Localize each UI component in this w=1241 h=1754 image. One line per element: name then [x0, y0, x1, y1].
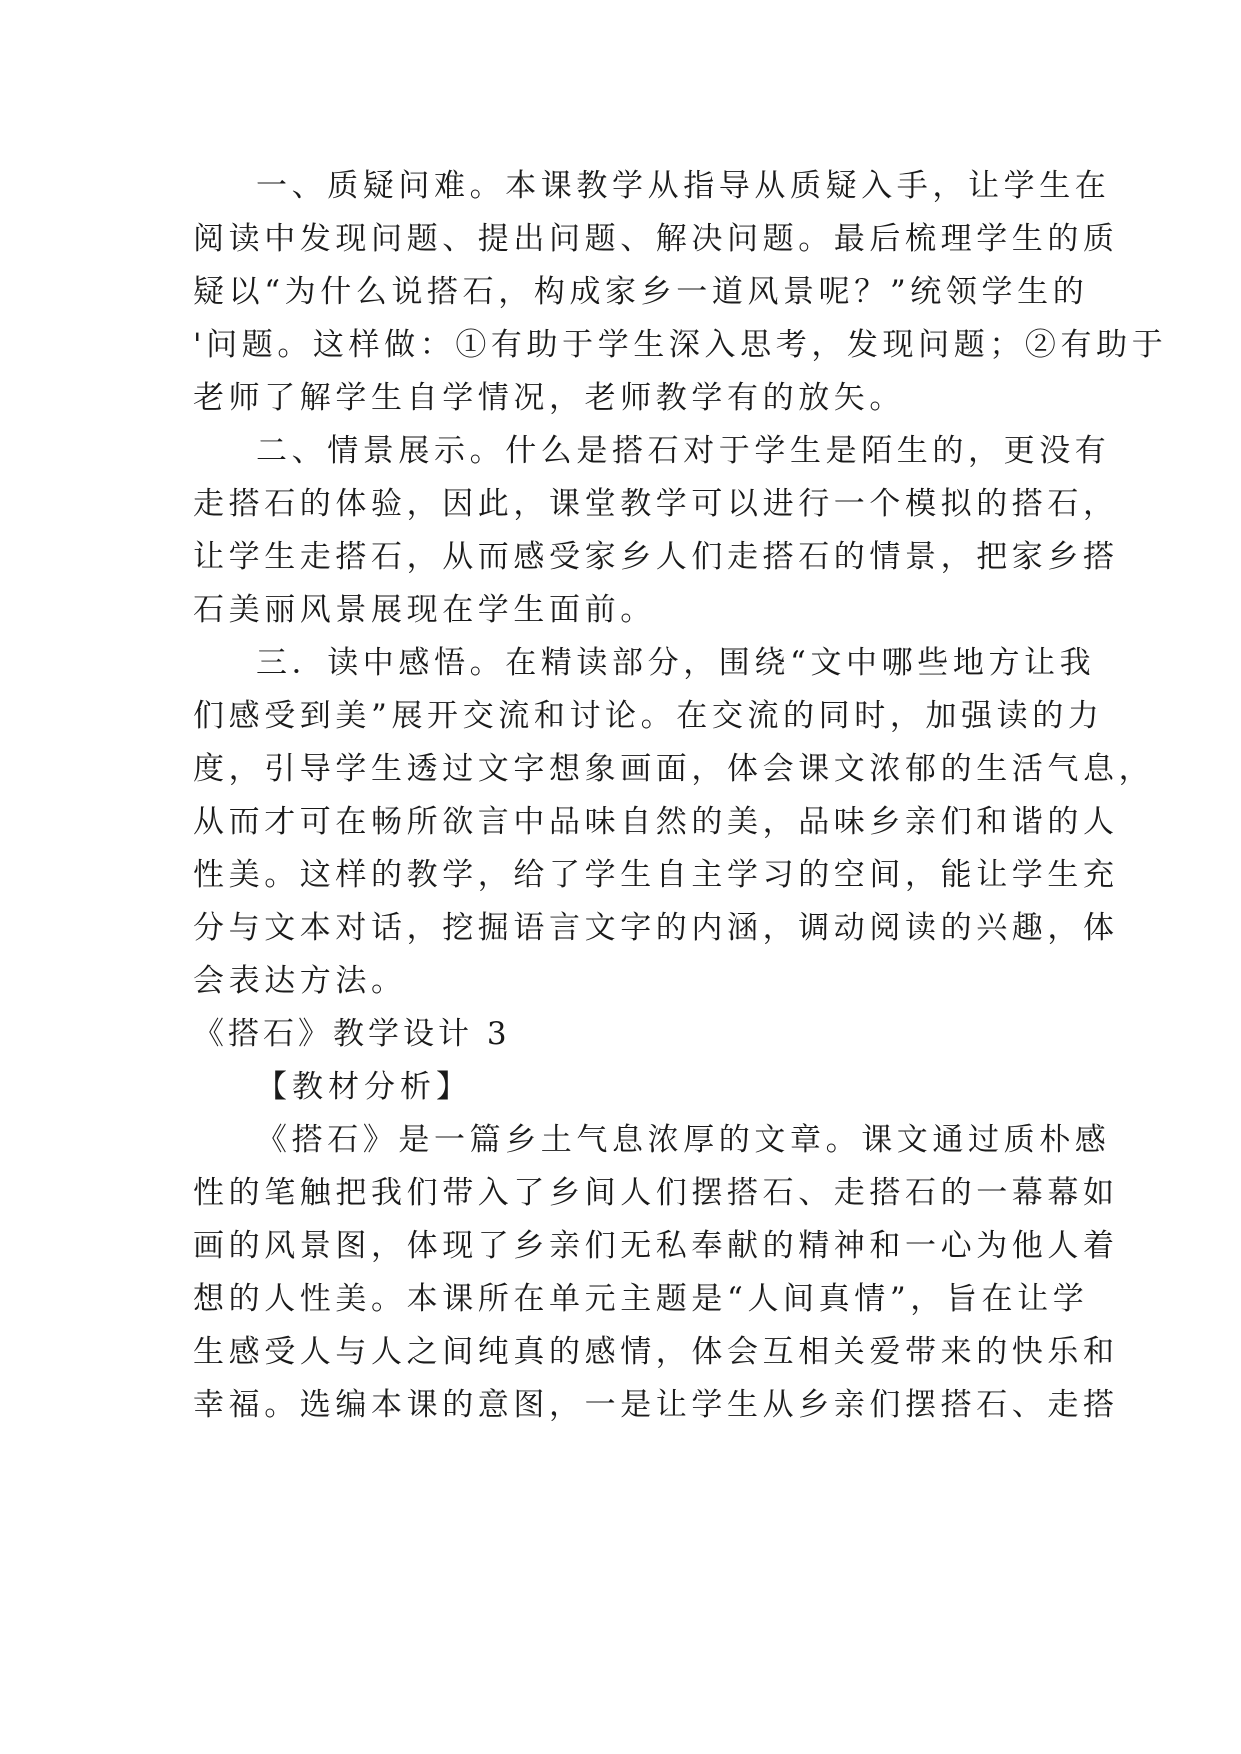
paragraph-4-line-2: 性的笔触把我们带入了乡间人们摆搭石、走搭石的一幕幕如 — [193, 1175, 1119, 1211]
paragraph-1-line-3: 疑以“为什么说搭石，构成家乡一道风景呢？”统领学生的 — [193, 274, 1089, 310]
paragraph-1-line-1: 一、质疑问难。本课教学从指导从质疑入手，让学生在 — [256, 168, 1111, 204]
paragraph-4-line-5: 生感受人与人之间纯真的感情，体会互相关爱带来的快乐和 — [193, 1334, 1119, 1370]
paragraph-2-line-3: 让学生走搭石，从而感受家乡人们走搭石的情景，把家乡搭 — [193, 539, 1119, 575]
paragraph-2-line-2: 走搭石的体验，因此，课堂教学可以进行一个模拟的搭石， — [193, 486, 1119, 522]
paragraph-2-line-1: 二、情景展示。什么是搭石对于学生是陌生的，更没有 — [256, 433, 1111, 469]
paragraph-1-line-5: 老师了解学生自学情况，老师教学有的放矢。 — [193, 380, 905, 416]
section-title: 《搭石》教学设计 3 — [193, 1016, 511, 1052]
paragraph-4-line-6: 幸福。选编本课的意图，一是让学生从乡亲们摆搭石、走搭 — [193, 1387, 1119, 1423]
paragraph-4-line-1: 《搭石》是一篇乡土气息浓厚的文章。课文通过质朴感 — [256, 1122, 1111, 1158]
paragraph-3-line-6: 分与文本对话，挖掘语言文字的内涵，调动阅读的兴趣，体 — [193, 910, 1119, 946]
subheading: 【教材分析】 — [256, 1069, 472, 1105]
paragraph-1-line-2: 阅读中发现问题、提出问题、解决问题。最后梳理学生的质 — [193, 221, 1119, 257]
paragraph-3-line-1: 三．读中感悟。在精读部分，围绕“文中哪些地方让我 — [256, 645, 1096, 681]
paragraph-3-line-7: 会表达方法。 — [193, 963, 407, 999]
paragraph-3-line-5: 性美。这样的教学，给了学生自主学习的空间，能让学生充 — [193, 857, 1119, 893]
paragraph-3-line-3: 度，引导学生透过文字想象画面，体会课文浓郁的生活气息， — [193, 751, 1155, 787]
paragraph-3-line-2: 们感受到美”展开交流和讨论。在交流的同时，加强读的力 — [193, 698, 1104, 734]
paragraph-2-line-4: 石美丽风景展现在学生面前。 — [193, 592, 656, 628]
paragraph-3-line-4: 从而才可在畅所欲言中品味自然的美，品味乡亲们和谐的人 — [193, 804, 1119, 840]
paragraph-4-line-3: 画的风景图，体现了乡亲们无私奉献的精神和一心为他人着 — [193, 1228, 1119, 1264]
paragraph-1-line-4: '问题。这样做：①有助于学生深入思考，发现问题；②有助于 — [193, 327, 1168, 363]
paragraph-4-line-4: 想的人性美。本课所在单元主题是“人间真情”，旨在让学 — [193, 1281, 1089, 1317]
